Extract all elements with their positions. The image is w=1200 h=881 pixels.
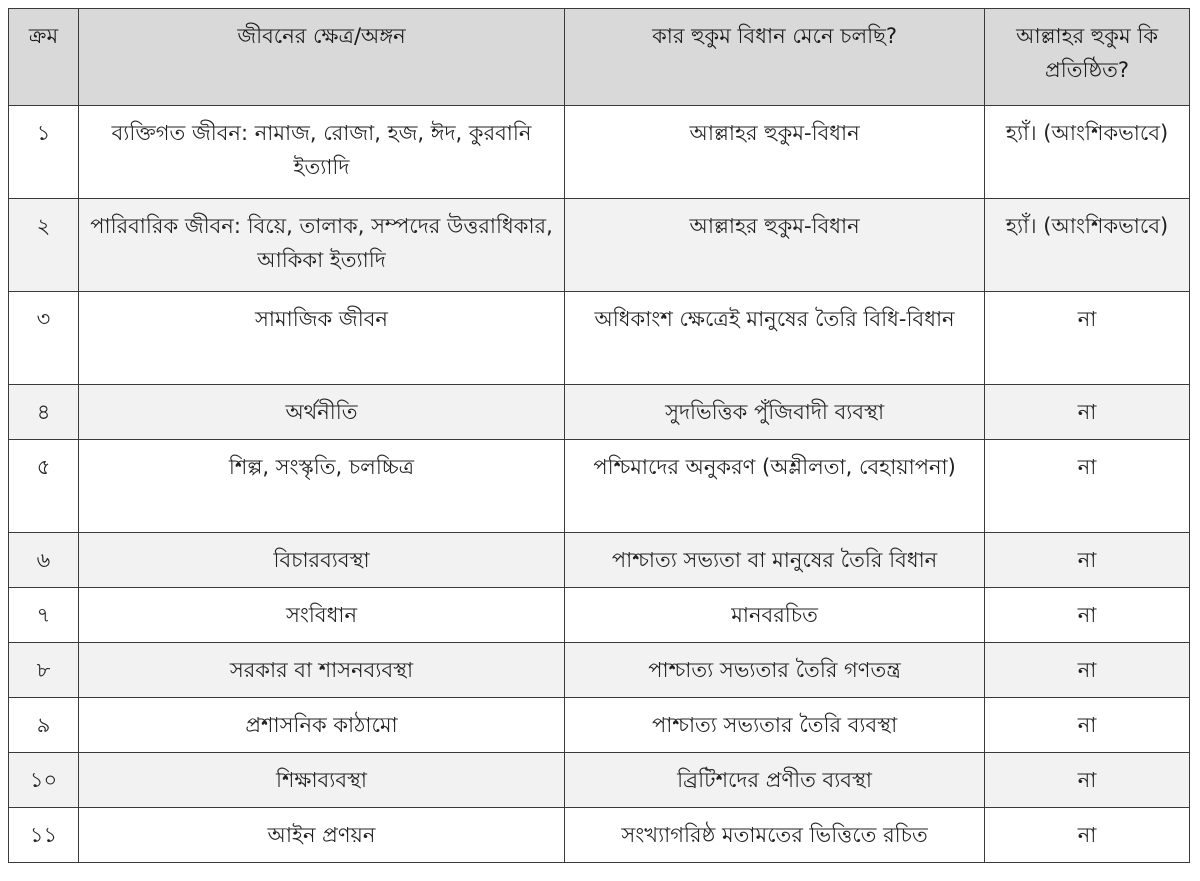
- table-row: [9, 106, 1190, 199]
- serial-cell: ১০: [9, 753, 79, 808]
- area-cell: শিল্প, সংস্কৃতি, চলচ্চিত্র: [79, 440, 565, 533]
- established-cell: না: [985, 440, 1190, 533]
- area-cell: সংবিধান: [79, 588, 565, 643]
- area-cell: আইন প্রণয়ন: [79, 808, 565, 863]
- law-cell: অধিকাংশ ক্ষেত্রেই মানুষের তৈরি বিধি-বিধান: [565, 292, 985, 385]
- law-cell: পাশ্চাত্য সভ্যতা বা মানুষের তৈরি বিধান: [565, 533, 985, 588]
- table-row: [9, 292, 1190, 385]
- header-row: [9, 9, 1190, 106]
- established-cell: না: [985, 533, 1190, 588]
- serial-cell: ১১: [9, 808, 79, 863]
- serial-cell: ১: [9, 106, 79, 199]
- table-row: [9, 753, 1190, 808]
- table-row: [9, 698, 1190, 753]
- area-cell: প্রশাসনিক কাঠামো: [79, 698, 565, 753]
- header-serial: ক্রম: [9, 9, 79, 106]
- law-cell: সুদভিত্তিক পুঁজিবাদী ব্যবস্থা: [565, 385, 985, 440]
- table-row: [9, 808, 1190, 863]
- serial-cell: ৩: [9, 292, 79, 385]
- serial-cell: ৪: [9, 385, 79, 440]
- header-whose-law: কার হুকুম বিধান মেনে চলছি?: [565, 9, 985, 106]
- area-cell: শিক্ষাব্যবস্থা: [79, 753, 565, 808]
- table-row: [9, 385, 1190, 440]
- law-cell: আল্লাহর হুকুম-বিধান: [565, 199, 985, 292]
- serial-cell: ২: [9, 199, 79, 292]
- serial-cell: ৫: [9, 440, 79, 533]
- law-cell: পাশ্চাত্য সভ্যতার তৈরি ব্যবস্থা: [565, 698, 985, 753]
- established-cell: না: [985, 292, 1190, 385]
- area-cell: সামাজিক জীবন: [79, 292, 565, 385]
- law-cell: পশ্চিমাদের অনুকরণ (অশ্লীলতা, বেহায়াপনা): [565, 440, 985, 533]
- law-cell: আল্লাহর হুকুম-বিধান: [565, 106, 985, 199]
- serial-cell: ৬: [9, 533, 79, 588]
- established-cell: হ্যাঁ। (আংশিকভাবে): [985, 199, 1190, 292]
- law-cell: পাশ্চাত্য সভ্যতার তৈরি গণতন্ত্র: [565, 643, 985, 698]
- area-cell: সরকার বা শাসনব্যবস্থা: [79, 643, 565, 698]
- table-row: [9, 643, 1190, 698]
- law-cell: সংখ্যাগরিষ্ঠ মতামতের ভিত্তিতে রচিত: [565, 808, 985, 863]
- area-cell: বিচারব্যবস্থা: [79, 533, 565, 588]
- serial-cell: ৭: [9, 588, 79, 643]
- area-cell: পারিবারিক জীবন: বিয়ে, তালাক, সম্পদের উত্তরাধিকার, আকিকা ইত্যাদি: [79, 199, 565, 292]
- law-cell: ব্রিটিশদের প্রণীত ব্যবস্থা: [565, 753, 985, 808]
- established-cell: না: [985, 698, 1190, 753]
- established-cell: না: [985, 753, 1190, 808]
- established-cell: হ্যাঁ। (আংশিকভাবে): [985, 106, 1190, 199]
- area-cell: ব্যক্তিগত জীবন: নামাজ, রোজা, হজ, ঈদ, কুরবানি ইত্যাদি: [79, 106, 565, 199]
- header-is-established: আল্লাহর হুকুম কি প্রতিষ্ঠিত?: [985, 9, 1190, 106]
- area-cell: অর্থনীতি: [79, 385, 565, 440]
- established-cell: না: [985, 588, 1190, 643]
- serial-cell: ৮: [9, 643, 79, 698]
- established-cell: না: [985, 643, 1190, 698]
- table-row: [9, 588, 1190, 643]
- header-life-area: জীবনের ক্ষেত্র/অঙ্গন: [79, 9, 565, 106]
- law-cell: মানবরচিত: [565, 588, 985, 643]
- established-cell: না: [985, 385, 1190, 440]
- table-row: [9, 199, 1190, 292]
- table-row: [9, 440, 1190, 533]
- serial-cell: ৯: [9, 698, 79, 753]
- comparison-table: [8, 8, 1190, 863]
- table-row: [9, 533, 1190, 588]
- established-cell: না: [985, 808, 1190, 863]
